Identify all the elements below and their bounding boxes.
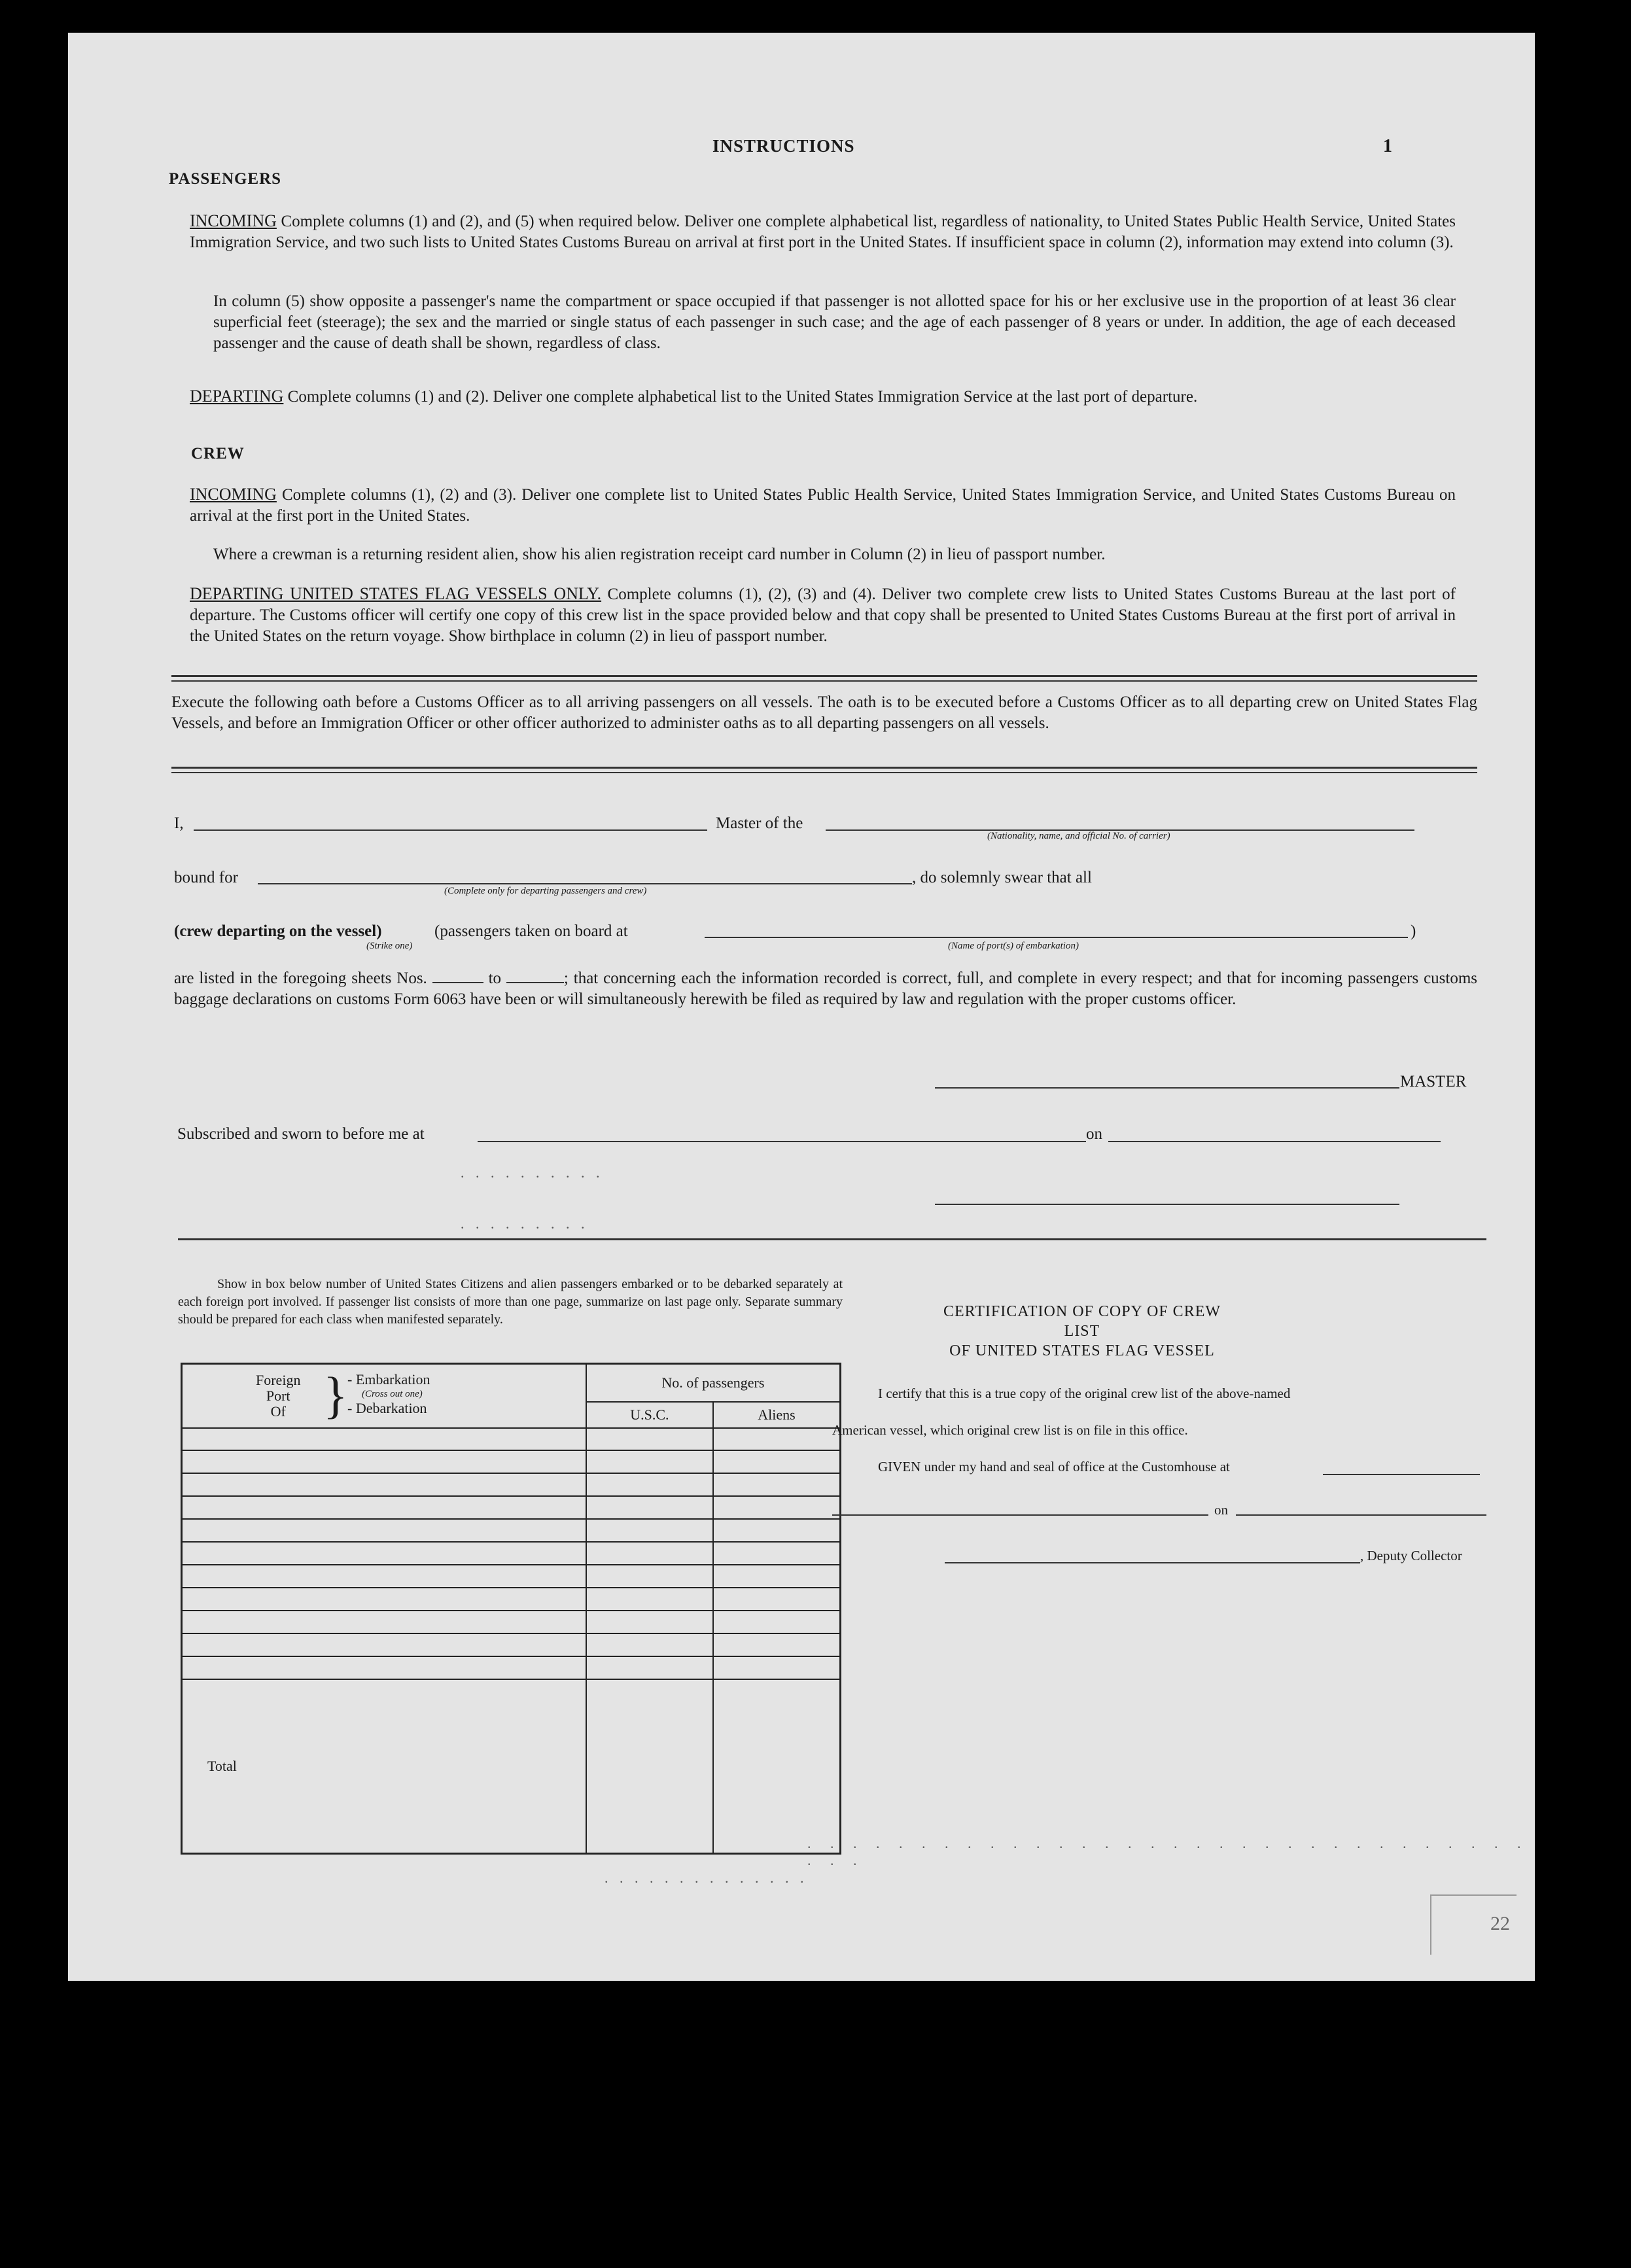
listed-post-text: ; that concerning each the information recorded is correct, full, and complete in every respect; and that for incoming passengers customs baggage declarations on customs Form 6063 have been or will simultaneously herewith be filed as required by law and regulation with the proper customs officer. (174, 969, 1478, 1008)
table-row[interactable] (182, 1633, 841, 1656)
brace-icon: } (323, 1367, 348, 1423)
certification-heading-line2: OF UNITED STATES FLAG VESSEL (949, 1342, 1215, 1359)
crew-resident-paragraph: Where a crewman is a returning resident alien, show his alien registration receipt card number in Column (2) in lieu of passport number. (213, 546, 1106, 563)
aliens-header: Aliens (713, 1402, 841, 1428)
passengers-departing-label: DEPARTING (190, 387, 284, 406)
certify-line3: GIVEN under my hand and seal of office at the Customhouse at (878, 1459, 1230, 1474)
table-row[interactable] (182, 1588, 841, 1611)
crew-incoming-text: Complete columns (1), (2) and (3). Deliver one complete list to United States Public Health Service, United States Immigration Service, and United States Customs Bureau on arrival at the first port in the United States. (190, 486, 1456, 525)
complete-only-note: (Complete only for departing passengers and crew) (444, 886, 647, 896)
certification-heading-line1: CERTIFICATION OF COPY OF CREW LIST (943, 1303, 1221, 1340)
table-row[interactable] (182, 1656, 841, 1679)
bound-for-label: bound for (174, 869, 238, 886)
table-row[interactable] (182, 1542, 841, 1565)
customhouse-field[interactable] (1323, 1474, 1480, 1475)
dots: . . . . . . . . . (461, 1215, 589, 1232)
crew-departing-text: (crew departing on the vessel) (174, 922, 382, 940)
listed-pre-text: are listed in the foregoing sheets Nos. (174, 969, 427, 987)
ports-note: (Name of port(s) of embarkation) (948, 941, 1079, 951)
dots: . . . . . . . . . . . . . . (605, 1870, 808, 1886)
instructions-title: INSTRUCTIONS (712, 136, 855, 156)
sheet-from-field[interactable] (432, 970, 483, 983)
passengers-departing-text: Complete columns (1) and (2). Deliver one complete alphabetical list to the United States Immigration Service at the last port of departure. (287, 388, 1198, 406)
bound-for-field[interactable] (258, 883, 912, 884)
of-label: Of (270, 1403, 286, 1420)
passengers-taken-option[interactable]: (passengers taken on board at (434, 922, 628, 940)
passengers-incoming-text: Complete columns (1) and (2), and (5) when required below. Deliver one complete alphabetical list, regardless of nationality, to United States Public Health Service, United States Immigration Service, and two such lists to United States Customs Bureau on arrival at first port in the United States. If insufficient space in column (2), information may extend into column (3). (190, 213, 1456, 251)
certification-heading (938, 1302, 1226, 1361)
passengers-column5-paragraph: In column (5) show opposite a passenger's name the compartment or space occupied if that passenger is not allotted space for his or her exclusive use in the proportion of at least 36 clear superficial feet (steerage); the sex and the married or single status of each passenger in such case; and the age of each passenger of 8 years or under. In addition, the age of each deceased passenger and the cause of death shall be shown, regardless of class. (213, 292, 1456, 352)
passengers-incoming-paragraph (190, 211, 1456, 253)
corner-number: 22 (1490, 1913, 1510, 1934)
form-page (68, 33, 1535, 1981)
table-header-row (182, 1364, 841, 1402)
passengers-departing-paragraph (190, 386, 1456, 408)
oath-i-label: I, (174, 814, 184, 832)
strike-one-note: (Strike one) (366, 941, 413, 951)
officer-signature-field[interactable] (935, 1204, 1399, 1205)
port-label: Port (266, 1387, 290, 1404)
table-row[interactable] (182, 1611, 841, 1633)
table-total-row[interactable] (182, 1679, 841, 1854)
no-of-passengers-header: No. of passengers (586, 1364, 841, 1402)
deputy-signature-field[interactable] (945, 1562, 1360, 1563)
table-row[interactable] (182, 1450, 841, 1473)
summary-instructions: Show in box below number of United States Citizens and alien passengers embarked or to be debarked separately at each foreign port involved. If passenger list consists of more than one page, summarize on last page only. Separate summary should be prepared for each class when manifested separately. (178, 1277, 843, 1327)
crew-departing-text: Complete columns (1), (2), (3) and (4). Deliver two complete crew lists to United States Customs Bureau at the last port of departure. The Customs officer will certify one copy of this crew list in the space provided below and that copy shall be presented to United States Customs Bureau at the first port of arrival in the United States on the return voyage. Show birthplace in column (2) in lieu of passport number. (190, 585, 1456, 645)
crew-heading: CREW (191, 445, 245, 462)
solemnly-swear-text: , do solemnly swear that all (912, 869, 1092, 886)
master-signature-field[interactable] (935, 1087, 1399, 1089)
subscribed-label: Subscribed and sworn to before me at (177, 1125, 425, 1143)
certification-on-label: on (1214, 1502, 1228, 1518)
crew-departing-paragraph (190, 584, 1456, 647)
master-of-the-label: Master of the (716, 814, 803, 832)
divider (171, 675, 1477, 682)
sworn-place-field[interactable] (478, 1141, 1086, 1142)
passengers-incoming-label: INCOMING (190, 211, 277, 230)
table-row[interactable] (182, 1473, 841, 1496)
divider (178, 1238, 1486, 1240)
close-paren: ) (1411, 922, 1416, 940)
listed-sheets-paragraph (174, 968, 1477, 1010)
table-row[interactable] (182, 1519, 841, 1542)
dots: . . . . . . . . . . . . . . . . . . . . . . . . . . . . . . . . . . . (807, 1835, 1529, 1868)
debarkation-label: - Debarkation (347, 1400, 427, 1416)
dots: . . . . . . . . . . (461, 1164, 604, 1181)
table-row[interactable] (182, 1428, 841, 1451)
divider (171, 767, 1477, 773)
crew-incoming-label: INCOMING (190, 485, 277, 504)
corner-box (1430, 1894, 1517, 1955)
ports-embarkation-field[interactable] (705, 937, 1408, 938)
certification-date-field[interactable] (1236, 1514, 1486, 1516)
total-label: Total (182, 1679, 586, 1854)
table-row[interactable] (182, 1565, 841, 1588)
listed-to-text: to (488, 969, 502, 987)
nationality-note: (Nationality, name, and official No. of carrier) (987, 831, 1170, 841)
master-name-field[interactable] (194, 829, 707, 831)
foreign-label: Foreign (256, 1372, 301, 1388)
crew-departing-label: DEPARTING UNITED STATES FLAG VESSELS ONLY. (190, 584, 602, 603)
sworn-date-field[interactable] (1108, 1141, 1441, 1142)
oath-intro: Execute the following oath before a Customs Officer as to all arriving passengers on all vessels. The oath is to be executed before a Customs Officer as to all departing crew on United States Flag Vessels, and before an Immigration Officer or other officer authorized to administer oaths as to all departing passengers on all vessels. (171, 693, 1477, 732)
table-row[interactable] (182, 1496, 841, 1519)
passengers-heading: PASSENGERS (169, 170, 282, 188)
crew-departing-option[interactable] (174, 922, 382, 941)
deputy-collector-label: , Deputy Collector (1360, 1548, 1462, 1563)
sheet-to-field[interactable] (506, 970, 564, 983)
master-signature-label: MASTER (1400, 1073, 1467, 1090)
passenger-summary-table (181, 1363, 841, 1855)
page-mark: 1 (1383, 136, 1392, 156)
embarkation-label: - Embarkation (347, 1371, 430, 1387)
certification-place-field[interactable] (832, 1514, 1208, 1516)
cross-out-note: (Cross out one) (362, 1389, 423, 1399)
sworn-on-label: on (1086, 1125, 1102, 1143)
certify-line2: American vessel, which original crew list is on file in this office. (832, 1422, 1188, 1438)
certify-line1: I certify that this is a true copy of the original crew list of the above-named (878, 1386, 1291, 1401)
usc-header: U.S.C. (586, 1402, 713, 1428)
crew-incoming-paragraph (190, 484, 1456, 527)
foreign-port-header (182, 1364, 586, 1428)
